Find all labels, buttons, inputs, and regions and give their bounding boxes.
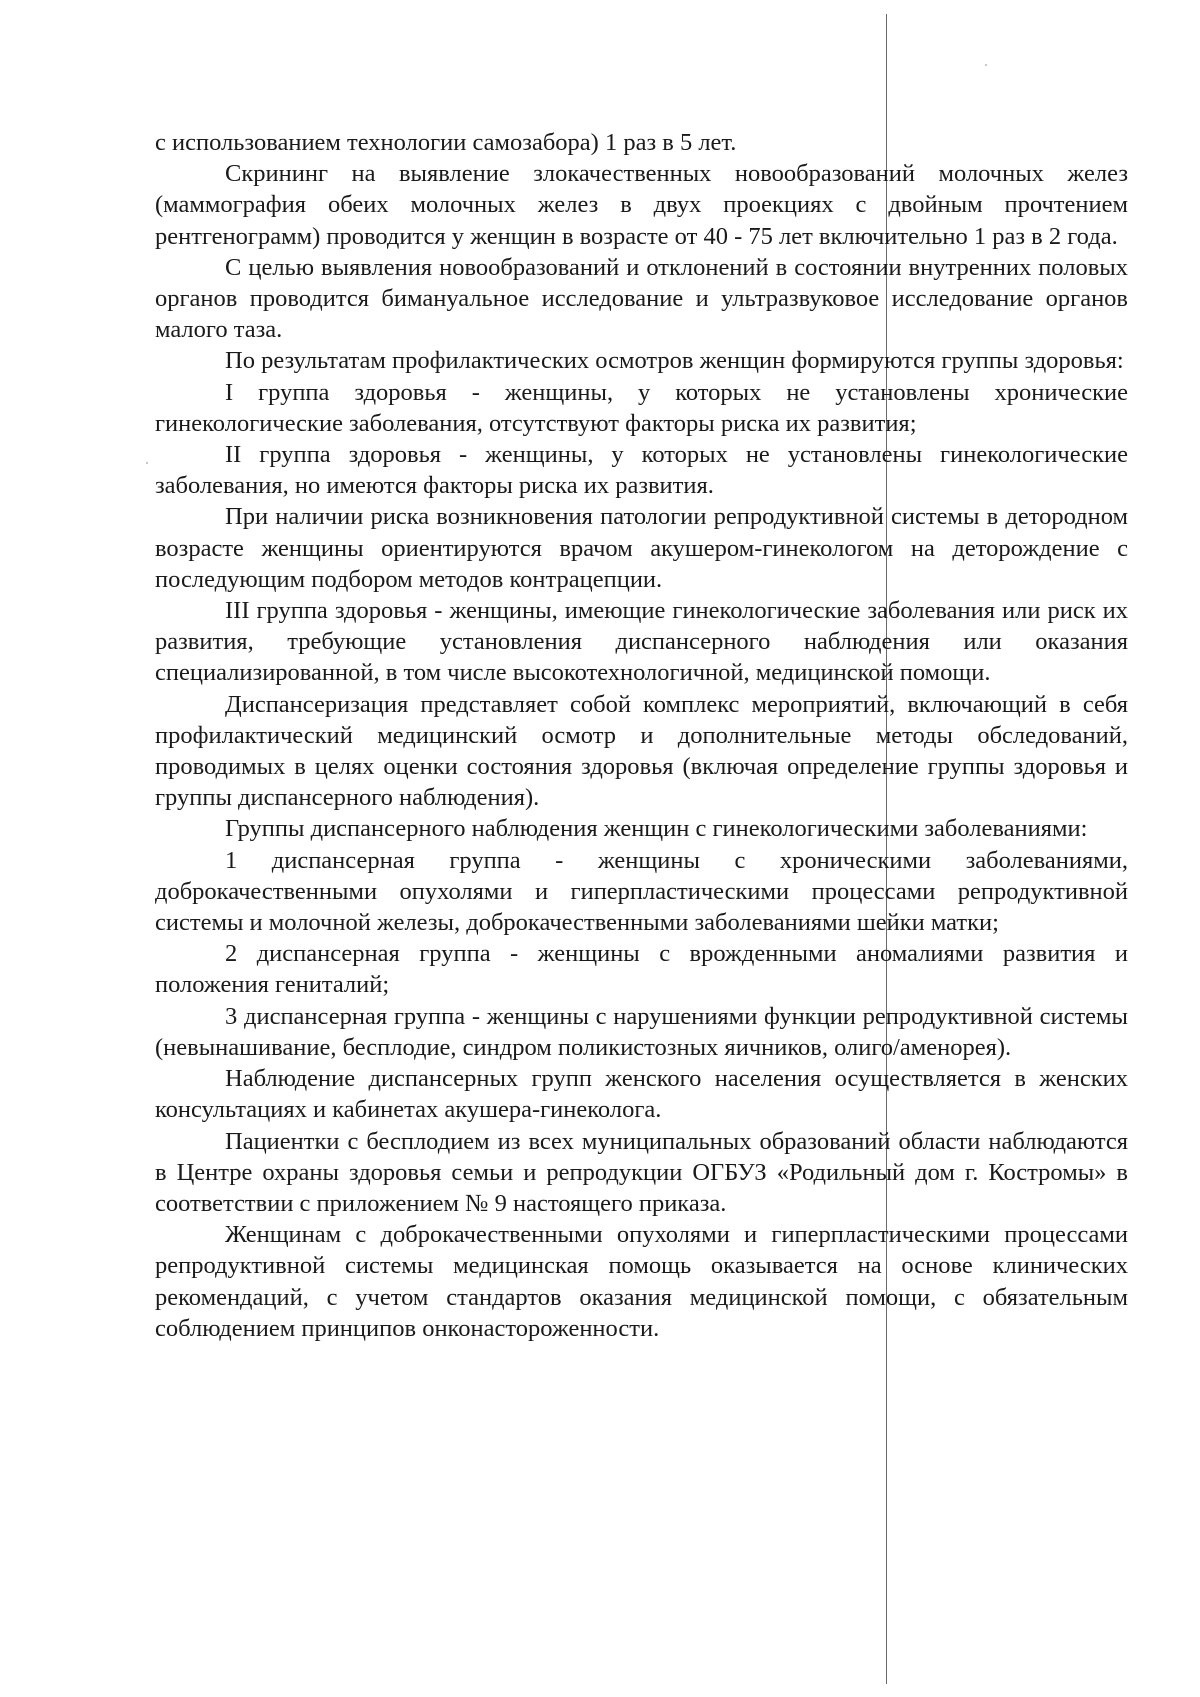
paragraph: I группа здоровья - женщины, у которых не установлены хронические гинекологические заболевания, отсутствуют факторы риска их развития; — [155, 378, 1128, 437]
paragraph: С целью выявления новообразований и отклонений в состоянии внутренних половых органов проводится бимануальное исследование и ультразвуковое исследование органов малого таза. — [155, 253, 1128, 344]
scan-speck — [146, 462, 148, 464]
paragraph: Наблюдение диспансерных групп женского населения осуществляется в женских консультациях и кабинетах акушера-гинеколога. — [155, 1065, 1128, 1124]
paragraph: 1 диспансерная группа - женщины с хроническими заболеваниями, доброкачественными опухолями и гиперпластическими процессами репродуктивной системы и молочной железы, доброкачественными заболеваниями шейки матки; — [155, 846, 1128, 937]
paragraph: Пациентки с бесплодием из всех муниципальных образований области наблюдаются в Центре охраны здоровья семьи и репродукции ОГБУЗ «Родильный дом г. Костромы» в соответствии с приложением № 9 настоящего приказа. — [155, 1127, 1128, 1217]
paragraph: 2 диспансерная группа - женщины с врожденными аномалиями развития и положения гениталий; — [155, 940, 1128, 999]
paragraph: Женщинам с доброкачественными опухолями и гиперпластическими процессами репродуктивной системы медицинская помощь оказывается на основе клинических рекомендаций, с учетом стандартов оказания медицинской помощи, с обязательным соблюдением принципов онконастороженности. — [155, 1221, 1128, 1342]
scan-speck — [985, 64, 987, 66]
paragraph: Группы диспансерного наблюдения женщин с гинекологическими заболеваниями: — [225, 815, 1088, 843]
paragraph: Скрининг на выявление злокачественных новообразований молочных желез (маммография обеих молочных желез в двух проекциях с двойным прочтением рентгенограмм) проводится у женщин в возрасте от 40 - 75 лет включительно 1 раз в 2 года. — [155, 160, 1128, 250]
paragraph: с использованием технологии самозабора) 1 раз в 5 лет. — [155, 129, 737, 156]
paragraph: Диспансеризация представляет собой комплекс мероприятий, включающий в себя профилактический медицинский осмотр и дополнительные методы обследований, проводимых в целях оценки состояния здоровья (включая определение группы здоровья и группы диспансерного наблюдения). — [155, 690, 1128, 812]
paragraph: III группа здоровья - женщины, имеющие гинекологические заболевания или риск их развития, требующие установления диспансерного наблюдения или оказания специализированной, в том числе высокотехнологичной, медицинской помощи. — [155, 597, 1128, 687]
paragraph: При наличии риска возникновения патологии репродуктивной системы в детородном возрасте женщины ориентируются врачом акушером-гинекологом на деторождение с последующим подбором методов контрацепции. — [155, 503, 1128, 593]
paragraph: II группа здоровья - женщины, у которых не установлены гинекологические заболевания, но имеются факторы риска их развития. — [155, 441, 1128, 500]
paragraph: По результатам профилактических осмотров женщин формируются группы здоровья: — [225, 347, 1124, 375]
document-body — [155, 127, 1128, 1344]
paragraph: 3 диспансерная группа - женщины с нарушениями функции репродуктивной системы (невынашивание, бесплодие, синдром поликистозных яичников, олиго/аменорея). — [155, 1002, 1128, 1061]
